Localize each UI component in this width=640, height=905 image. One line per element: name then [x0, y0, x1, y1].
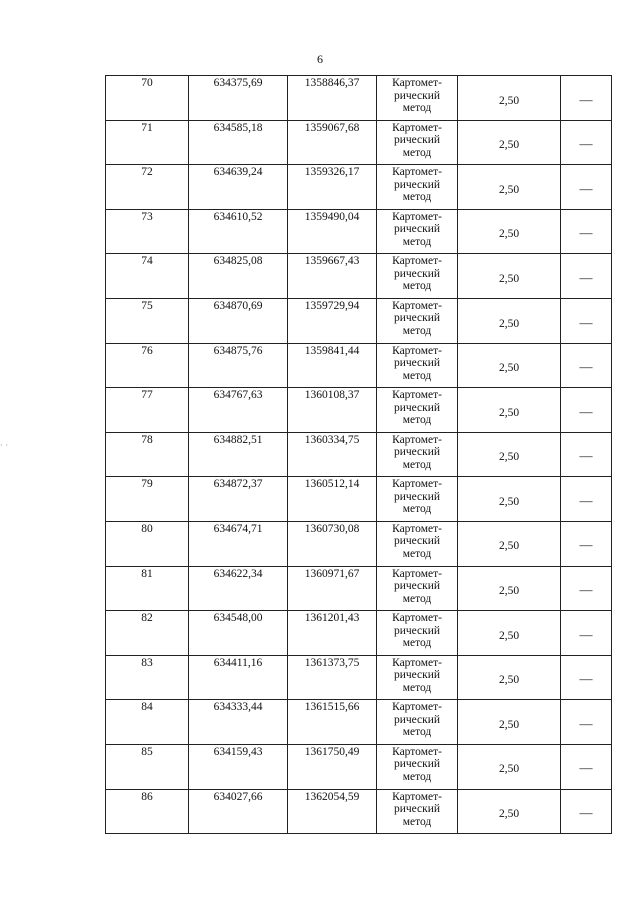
table-row: [106, 611, 612, 656]
x-coordinate: 634882,51: [213, 433, 263, 446]
error-cell: [458, 432, 561, 477]
x-coordinate: 634585,18: [213, 121, 263, 134]
table-body: [106, 76, 612, 834]
point-number: 83: [141, 656, 153, 669]
dash-cell: [561, 343, 612, 388]
dash-cell: [561, 521, 612, 566]
dash-cell: [561, 254, 612, 299]
method: Картомет- рический метод: [392, 77, 442, 114]
x-coordinate: 634870,69: [213, 299, 263, 312]
table-row: [106, 700, 612, 745]
point-number: 73: [141, 210, 153, 223]
method-cell: [377, 566, 458, 611]
dash-value: —: [579, 314, 593, 330]
method: Картомет- рический метод: [392, 344, 442, 382]
dash-value: —: [579, 492, 593, 508]
y-coordinate: 1361515,66: [304, 701, 360, 714]
table-row: [106, 566, 612, 611]
error-cell: [458, 76, 561, 121]
x-coordinate: 634411,16: [213, 656, 263, 669]
y-coordinate: 1360108,37: [304, 389, 360, 402]
error-cell: [458, 209, 561, 254]
point-number: 86: [141, 790, 153, 803]
table-row: [106, 432, 612, 477]
point-number-cell: [106, 566, 189, 611]
dash-value: —: [579, 715, 593, 731]
method-cell: [377, 209, 458, 254]
table-row: [106, 254, 612, 299]
table-row: [106, 789, 612, 834]
method: Картомет- рический метод: [392, 433, 442, 471]
x-coordinate-cell: [189, 566, 288, 611]
method-cell: [377, 165, 458, 210]
y-coordinate: 1359326,17: [304, 166, 360, 179]
point-number-cell: [106, 165, 189, 210]
y-coordinate: 1362054,59: [304, 790, 360, 803]
y-coordinate-cell: [288, 477, 377, 522]
point-number-cell: [106, 700, 189, 745]
method: Картомет- рический метод: [392, 121, 442, 159]
y-coordinate-cell: [288, 254, 377, 299]
error-cell: [458, 343, 561, 388]
page-number: 6: [317, 52, 323, 66]
point-number-cell: [106, 343, 189, 388]
error-value: 2,50: [498, 674, 520, 687]
dash-cell: [561, 120, 612, 165]
y-coordinate-cell: [288, 209, 377, 254]
method: Картомет- рический метод: [392, 166, 442, 204]
table-row: [106, 655, 612, 700]
method: Картомет- рический метод: [392, 701, 442, 739]
y-coordinate-cell: [288, 388, 377, 433]
table-row: [106, 209, 612, 254]
error-cell: [458, 744, 561, 789]
point-number: 84: [141, 701, 153, 714]
method: Картомет- рический метод: [392, 478, 442, 516]
method: Картомет- рический метод: [392, 567, 442, 605]
y-coordinate: 1360730,08: [304, 522, 360, 535]
error-value: 2,50: [498, 629, 520, 642]
method-cell: [377, 76, 458, 121]
error-value: 2,50: [498, 585, 520, 598]
x-coordinate: 634333,44: [213, 701, 263, 714]
method: Картомет- рический метод: [392, 656, 442, 694]
method: Картомет- рический метод: [392, 389, 442, 427]
method-cell: [377, 611, 458, 656]
y-coordinate-cell: [288, 700, 377, 745]
method-cell: [377, 432, 458, 477]
error-value: 2,50: [498, 94, 520, 107]
point-number-cell: [106, 655, 189, 700]
dash-cell: [561, 76, 612, 121]
x-coordinate-cell: [189, 611, 288, 656]
table-row: [106, 298, 612, 343]
x-coordinate: 634622,34: [213, 567, 263, 580]
error-value: 2,50: [498, 495, 520, 508]
method: Картомет- рический метод: [392, 612, 442, 650]
margin-marks: · ·: [0, 440, 9, 450]
y-coordinate-cell: [288, 566, 377, 611]
table-row: [106, 744, 612, 789]
dash-value: —: [579, 180, 593, 196]
dash-value: —: [579, 626, 593, 642]
method: Картомет- рический метод: [392, 299, 442, 337]
y-coordinate: 1359667,43: [304, 255, 360, 268]
table-row: [106, 343, 612, 388]
error-value: 2,50: [498, 540, 520, 553]
x-coordinate: 634825,08: [213, 255, 263, 268]
x-coordinate-cell: [189, 432, 288, 477]
error-cell: [458, 298, 561, 343]
dash-value: —: [579, 805, 593, 821]
dash-value: —: [579, 537, 593, 553]
y-coordinate: 1360971,67: [304, 567, 360, 580]
dash-cell: [561, 789, 612, 834]
error-value: 2,50: [498, 183, 520, 196]
point-number: 82: [141, 612, 153, 625]
error-cell: [458, 566, 561, 611]
point-number: 72: [141, 166, 153, 179]
dash-value: —: [579, 760, 593, 776]
x-coordinate-cell: [189, 700, 288, 745]
error-value: 2,50: [498, 451, 520, 464]
point-number-cell: [106, 432, 189, 477]
error-cell: [458, 521, 561, 566]
point-number-cell: [106, 477, 189, 522]
x-coordinate-cell: [189, 254, 288, 299]
x-coordinate-cell: [189, 76, 288, 121]
dash-value: —: [579, 582, 593, 598]
error-value: 2,50: [498, 317, 520, 330]
method: Картомет- рический метод: [392, 255, 442, 293]
method-cell: [377, 120, 458, 165]
error-value: 2,50: [498, 718, 520, 731]
point-number-cell: [106, 298, 189, 343]
x-coordinate-cell: [189, 209, 288, 254]
method: Картомет- рический метод: [392, 790, 442, 828]
error-cell: [458, 789, 561, 834]
error-cell: [458, 655, 561, 700]
table-row: [106, 120, 612, 165]
x-coordinate: 634674,71: [213, 522, 263, 535]
x-coordinate-cell: [189, 343, 288, 388]
point-number: 74: [141, 255, 153, 268]
point-number-cell: [106, 521, 189, 566]
dash-cell: [561, 566, 612, 611]
table-row: [106, 477, 612, 522]
method: Картомет- рический метод: [392, 210, 442, 248]
method-cell: [377, 477, 458, 522]
dash-cell: [561, 298, 612, 343]
point-number-cell: [106, 744, 189, 789]
dash-cell: [561, 209, 612, 254]
dash-cell: [561, 388, 612, 433]
method: Картомет- рический метод: [392, 522, 442, 560]
coordinates-table: [105, 75, 612, 834]
method-cell: [377, 254, 458, 299]
point-number-cell: [106, 120, 189, 165]
y-coordinate-cell: [288, 432, 377, 477]
y-coordinate: 1360334,75: [304, 433, 360, 446]
y-coordinate-cell: [288, 655, 377, 700]
dash-cell: [561, 477, 612, 522]
method-cell: [377, 298, 458, 343]
point-number-cell: [106, 254, 189, 299]
x-coordinate-cell: [189, 744, 288, 789]
point-number-cell: [106, 789, 189, 834]
point-number-cell: [106, 388, 189, 433]
method-cell: [377, 343, 458, 388]
y-coordinate-cell: [288, 76, 377, 121]
point-number: 78: [141, 433, 153, 446]
error-cell: [458, 388, 561, 433]
y-coordinate: 1361201,43: [304, 612, 360, 625]
x-coordinate-cell: [189, 477, 288, 522]
method-cell: [377, 700, 458, 745]
point-number: 80: [141, 522, 153, 535]
x-coordinate-cell: [189, 655, 288, 700]
table-row: [106, 388, 612, 433]
y-coordinate-cell: [288, 744, 377, 789]
y-coordinate: 1361750,49: [304, 745, 360, 758]
dash-value: —: [579, 359, 593, 375]
method-cell: [377, 655, 458, 700]
y-coordinate-cell: [288, 343, 377, 388]
x-coordinate-cell: [189, 789, 288, 834]
dash-value: —: [579, 448, 593, 464]
x-coordinate: 634610,52: [213, 210, 263, 223]
x-coordinate: 634639,24: [213, 166, 263, 179]
error-value: 2,50: [498, 362, 520, 375]
x-coordinate: 634159,43: [213, 745, 263, 758]
x-coordinate-cell: [189, 298, 288, 343]
x-coordinate: 634767,63: [213, 389, 263, 402]
x-coordinate: 634375,69: [213, 77, 263, 89]
dash-cell: [561, 432, 612, 477]
y-coordinate: 1359067,68: [304, 121, 360, 134]
y-coordinate-cell: [288, 298, 377, 343]
error-cell: [458, 611, 561, 656]
y-coordinate: 1359841,44: [304, 344, 360, 357]
table-row: [106, 521, 612, 566]
dash-cell: [561, 165, 612, 210]
dash-value: —: [579, 91, 593, 107]
y-coordinate-cell: [288, 120, 377, 165]
error-value: 2,50: [498, 406, 520, 419]
y-coordinate-cell: [288, 521, 377, 566]
method-cell: [377, 521, 458, 566]
y-coordinate: 1360512,14: [304, 478, 360, 491]
dash-cell: [561, 611, 612, 656]
dash-cell: [561, 700, 612, 745]
error-value: 2,50: [498, 228, 520, 241]
error-value: 2,50: [498, 763, 520, 776]
x-coordinate-cell: [189, 120, 288, 165]
x-coordinate: 634872,37: [213, 478, 263, 491]
x-coordinate: 634875,76: [213, 344, 263, 357]
point-number: 77: [141, 389, 153, 402]
y-coordinate: 1359490,04: [304, 210, 360, 223]
method: Картомет- рический метод: [392, 745, 442, 783]
point-number-cell: [106, 76, 189, 121]
point-number: 71: [141, 121, 153, 134]
method-cell: [377, 789, 458, 834]
point-number: 75: [141, 299, 153, 312]
method-cell: [377, 388, 458, 433]
table-row: [106, 76, 612, 121]
point-number: 81: [141, 567, 153, 580]
dash-cell: [561, 655, 612, 700]
error-cell: [458, 700, 561, 745]
x-coordinate: 634548,00: [213, 612, 263, 625]
point-number: 85: [141, 745, 153, 758]
dash-value: —: [579, 136, 593, 152]
method-cell: [377, 744, 458, 789]
dash-value: —: [579, 225, 593, 241]
error-cell: [458, 165, 561, 210]
error-value: 2,50: [498, 272, 520, 285]
y-coordinate: 1361373,75: [304, 656, 360, 669]
y-coordinate-cell: [288, 611, 377, 656]
y-coordinate-cell: [288, 789, 377, 834]
x-coordinate: 634027,66: [213, 790, 263, 803]
dash-value: —: [579, 269, 593, 285]
y-coordinate: 1358846,37: [304, 77, 360, 89]
point-number-cell: [106, 611, 189, 656]
point-number: 79: [141, 478, 153, 491]
error-value: 2,50: [498, 808, 520, 821]
dash-value: —: [579, 671, 593, 687]
dash-value: —: [579, 403, 593, 419]
point-number: 76: [141, 344, 153, 357]
point-number-cell: [106, 209, 189, 254]
y-coordinate: 1359729,94: [304, 299, 360, 312]
y-coordinate-cell: [288, 165, 377, 210]
x-coordinate-cell: [189, 521, 288, 566]
table-row: [106, 165, 612, 210]
dash-cell: [561, 744, 612, 789]
x-coordinate-cell: [189, 388, 288, 433]
x-coordinate-cell: [189, 165, 288, 210]
error-value: 2,50: [498, 139, 520, 152]
error-cell: [458, 477, 561, 522]
error-cell: [458, 120, 561, 165]
point-number: 70: [141, 77, 153, 89]
error-cell: [458, 254, 561, 299]
